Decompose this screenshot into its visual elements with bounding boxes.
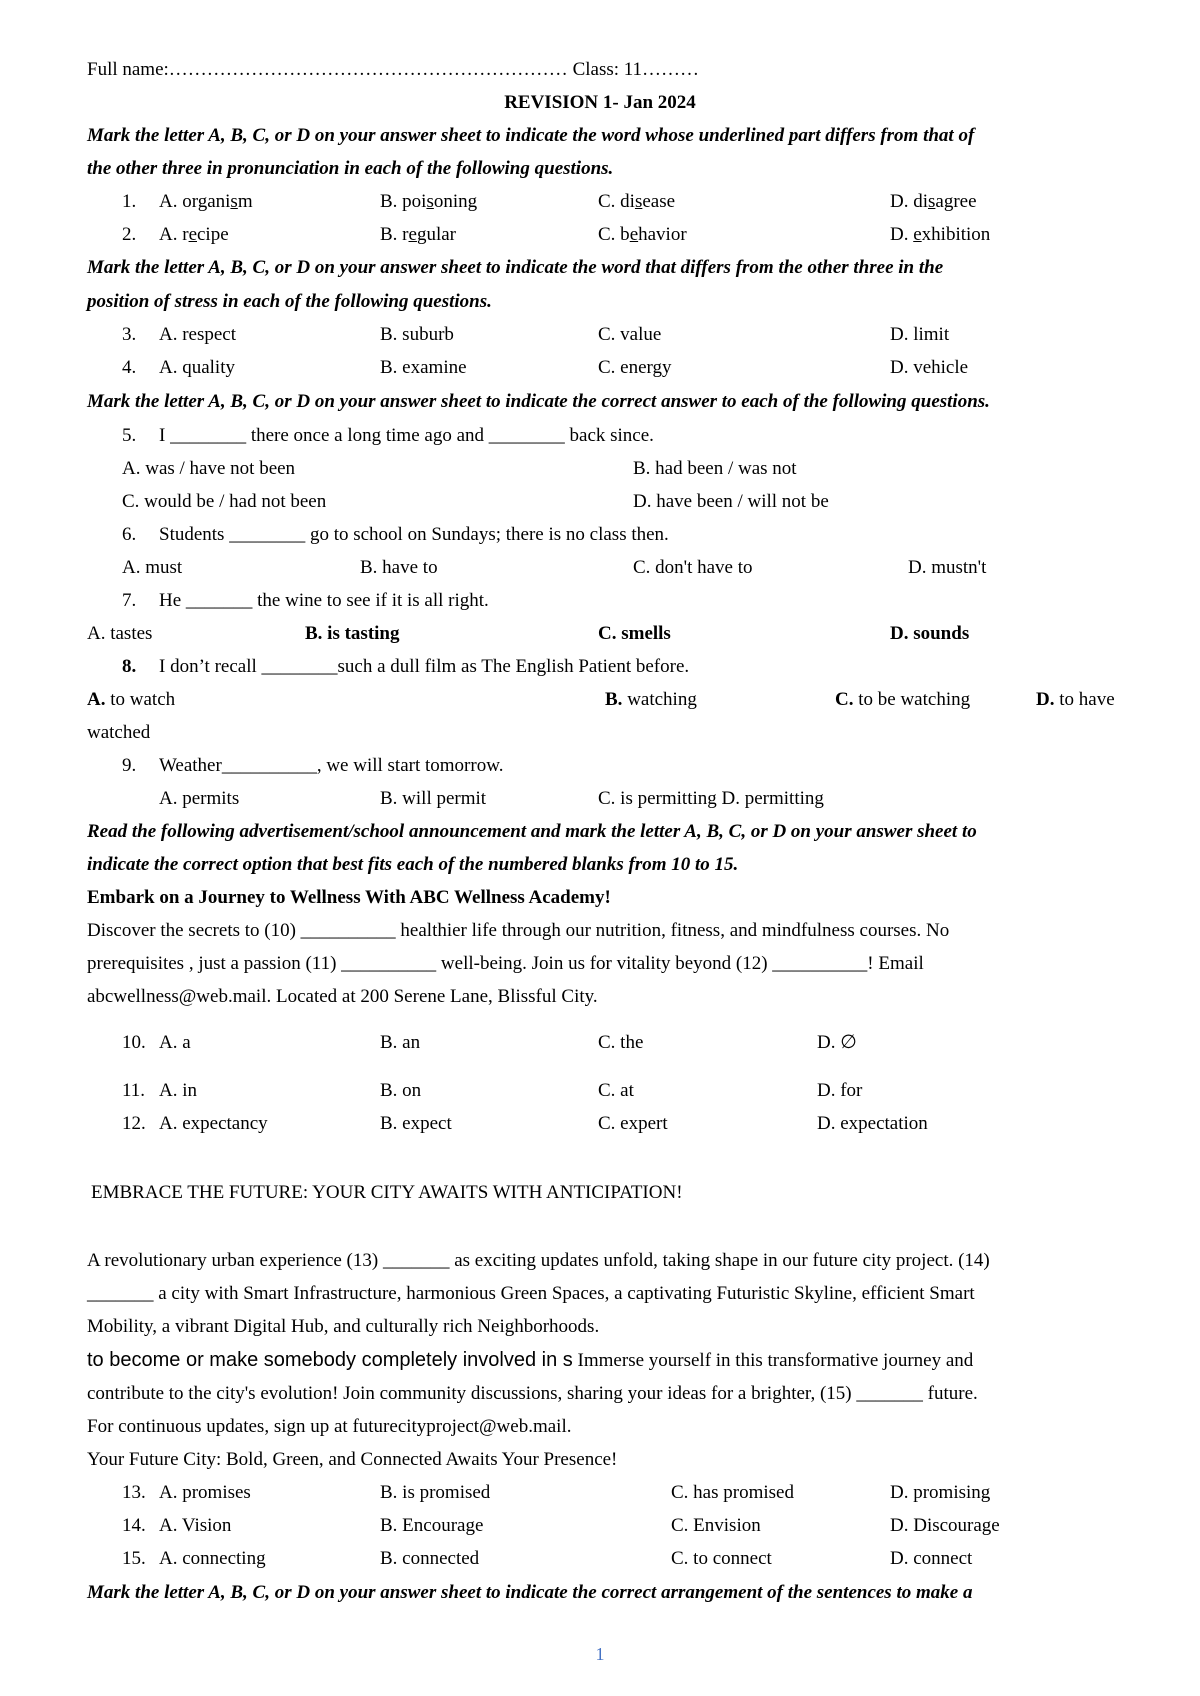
option-a: A. recipe <box>159 224 229 245</box>
instruction-pronunciation-1: Mark the letter A, B, C, or D on your answer sheet to indicate the word whose underlined part differs from that of <box>87 125 975 146</box>
option-d: D. Discourage <box>890 1515 1000 1536</box>
option-a: A. a <box>159 1032 191 1053</box>
option-d: D. mustn't <box>908 557 987 578</box>
option-a: A. to watch <box>87 689 176 710</box>
instruction-reading-1: Read the following advertisement/school announcement and mark the letter A, B, C, or D on your answer sheet to <box>87 821 977 842</box>
passage-1-title: Embark on a Journey to Wellness With ABC Wellness Academy! <box>87 887 611 908</box>
question-number: 11. <box>122 1080 146 1101</box>
instruction-pronunciation-2: the other three in pronunciation in each of the following questions. <box>87 158 614 179</box>
question-number: 4. <box>122 357 137 378</box>
question-text: I don’t recall ________such a dull film as The English Patient before. <box>159 656 690 677</box>
option-a: A. was / have not been <box>122 458 296 479</box>
option-b: B. connected <box>380 1548 480 1569</box>
passage-1-line: prerequisites , just a passion (11) __________ well-being. Join us for vitality beyond (12) __________! Email <box>87 953 924 974</box>
option-b: B. regular <box>380 224 456 245</box>
option-a: A. in <box>159 1080 197 1101</box>
instruction-stress-2: position of stress in each of the following questions. <box>87 291 492 312</box>
option-b: B. had been / was not <box>633 458 797 479</box>
option-c: C. is permitting D. permitting <box>598 788 824 809</box>
option-d: D. connect <box>890 1548 973 1569</box>
question-text: Weather__________, we will start tomorrow. <box>159 755 504 776</box>
option-d: D. for <box>817 1080 863 1101</box>
option-a: A. expectancy <box>159 1113 268 1134</box>
option-b: B. poisoning <box>380 191 478 212</box>
option-b: B. have to <box>360 557 438 578</box>
option-a: A. quality <box>159 357 235 378</box>
option-d: D. expectation <box>817 1113 928 1134</box>
option-d: D. sounds <box>890 623 970 644</box>
option-b: B. Encourage <box>380 1515 484 1536</box>
option-b: B. an <box>380 1032 421 1053</box>
option-b: B. on <box>380 1080 422 1101</box>
question-number: 6. <box>122 524 137 545</box>
option-c: C. has promised <box>671 1482 794 1503</box>
page-title: REVISION 1- Jan 2024 <box>504 92 696 113</box>
passage-2-line: _______ a city with Smart Infrastructure, harmonious Green Spaces, a captivating Futuristic Skyline, efficient Smart <box>87 1283 975 1304</box>
option-c: C. Envision <box>671 1515 761 1536</box>
option-b: B. suburb <box>380 324 454 345</box>
option-c: C. at <box>598 1080 634 1101</box>
option-d: D. to have <box>1036 689 1115 710</box>
question-text: I ________ there once a long time ago and ________ back since. <box>159 425 654 446</box>
passage-1-line: abcwellness@web.mail. Located at 200 Serene Lane, Blissful City. <box>87 986 598 1007</box>
option-c: C. energy <box>598 357 672 378</box>
option-c: C. behavior <box>598 224 687 245</box>
question-number: 2. <box>122 224 137 245</box>
passage-2-line: contribute to the city's evolution! Join community discussions, sharing your ideas for a brighter, (15) _______ future. <box>87 1383 978 1404</box>
passage-2-line: A revolutionary urban experience (13) _______ as exciting updates unfold, taking shape in our future city project. (14) <box>87 1250 990 1271</box>
passage-2-title: EMBRACE THE FUTURE: YOUR CITY AWAITS WITH ANTICIPATION! <box>91 1182 683 1203</box>
question-number: 12. <box>122 1113 146 1134</box>
option-b: B. is tasting <box>305 623 400 644</box>
question-number: 9. <box>122 755 137 776</box>
class-field: Class: 11……… <box>572 59 700 80</box>
option-d: D. promising <box>890 1482 991 1503</box>
instruction-stress-1: Mark the letter A, B, C, or D on your answer sheet to indicate the word that differs from the other three in the <box>87 257 944 278</box>
option-c: C. disease <box>598 191 676 212</box>
question-number: 10. <box>122 1032 146 1053</box>
full-name-line <box>87 58 699 82</box>
question-number: 5. <box>122 425 137 446</box>
option-d: D. have been / will not be <box>633 491 829 512</box>
passage-2-line: Mobility, a vibrant Digital Hub, and culturally rich Neighborhoods. <box>87 1316 600 1337</box>
option-d: D. ∅ <box>817 1032 857 1053</box>
passage-2-line: to become or make somebody completely involved in s Immerse yourself in this transformative journey and <box>87 1349 974 1371</box>
option-a: A. connecting <box>159 1548 266 1569</box>
question-number: 3. <box>122 324 137 345</box>
option-c: C. would be / had not been <box>122 491 327 512</box>
question-number: 8. <box>122 656 137 677</box>
instruction-correct-answer: Mark the letter A, B, C, or D on your answer sheet to indicate the correct answer to each of the following questions. <box>87 391 990 412</box>
option-d-continued: watched <box>87 722 151 743</box>
option-c: C. smells <box>598 623 671 644</box>
page-number: 1 <box>595 1644 605 1664</box>
instruction-arrangement: Mark the letter A, B, C, or D on your answer sheet to indicate the correct arrangement of the sentences to make a <box>87 1582 973 1603</box>
option-d: D. limit <box>890 324 950 345</box>
question-text: Students ________ go to school on Sundays; there is no class then. <box>159 524 669 545</box>
option-a: A. respect <box>159 324 237 345</box>
option-b: B. is promised <box>380 1482 491 1503</box>
option-a: A. promises <box>159 1482 251 1503</box>
option-d: D. exhibition <box>890 224 991 245</box>
option-b: B. examine <box>380 357 467 378</box>
option-c: C. to be watching <box>835 689 971 710</box>
question-number: 14. <box>122 1515 146 1536</box>
option-d: D. disagree <box>890 191 977 212</box>
passage-1-line: Discover the secrets to (10) __________ healthier life through our nutrition, fitness, and mindfulness courses. No <box>87 920 950 941</box>
option-a: A. permits <box>159 788 240 809</box>
question-number: 13. <box>122 1482 146 1503</box>
full-name-field: Full name:……………………………………………………… <box>87 59 568 80</box>
option-a: A. Vision <box>159 1515 232 1536</box>
option-c: C. value <box>598 324 662 345</box>
option-a: A. organism <box>159 191 253 212</box>
option-b: B. expect <box>380 1113 452 1134</box>
option-c: C. don't have to <box>633 557 753 578</box>
option-b: B. watching <box>605 689 697 710</box>
passage-2-line: For continuous updates, sign up at futurecityproject@web.mail. <box>87 1416 572 1437</box>
question-number: 15. <box>122 1548 146 1569</box>
question-text: He _______ the wine to see if it is all right. <box>159 590 489 611</box>
stray-definition-text: to become or make somebody completely involved in s <box>87 1349 573 1371</box>
option-c: C. expert <box>598 1113 668 1134</box>
instruction-reading-2: indicate the correct option that best fits each of the numbered blanks from 10 to 15. <box>87 854 739 875</box>
option-a: A. tastes <box>87 623 153 644</box>
question-number: 1. <box>122 191 137 212</box>
passage-2-line: Your Future City: Bold, Green, and Connected Awaits Your Presence! <box>87 1449 618 1470</box>
option-a: A. must <box>122 557 183 578</box>
option-b: B. will permit <box>380 788 487 809</box>
question-number: 7. <box>122 590 137 611</box>
option-d: D. vehicle <box>890 357 969 378</box>
option-c: C. the <box>598 1032 644 1053</box>
option-c: C. to connect <box>671 1548 772 1569</box>
